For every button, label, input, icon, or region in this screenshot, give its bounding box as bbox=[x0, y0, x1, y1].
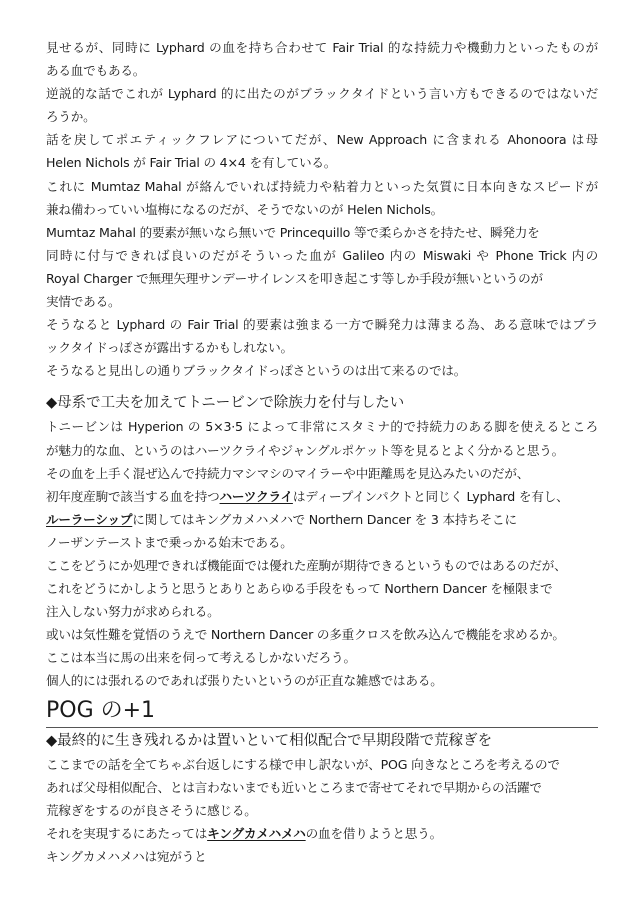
text-line: ろうか。 bbox=[46, 109, 96, 125]
paragraph-blacktide bbox=[46, 36, 598, 382]
text-line: 話を戻してポエティックフレアについてだが、New Approach に含まれる Ahonoora は母 bbox=[46, 132, 598, 148]
text-line: Helen Nichols が Fair Trial の 4×4 を有している。 bbox=[46, 155, 337, 171]
text-line: ックタイドっぽさが露出するかもしれない。 bbox=[46, 340, 293, 356]
text-line: 荒稼ぎをするのが良さそうに感じる。 bbox=[46, 802, 257, 818]
text-line: が魅力的な血、というのはハーツクライやジャングルポケット等を見るとよく分かると思う。 bbox=[46, 442, 565, 458]
text-line: 個人的には張れるのであれば張りたいというのが正直な雑感ではある。 bbox=[46, 673, 443, 689]
emphasis-rulership: ルーラーシップ bbox=[46, 511, 133, 527]
text-line: ある血でもある。 bbox=[46, 63, 146, 79]
text-line: 同時に付与できれば良いのだがそういった血が Galileo 内の Miswaki や Phone Trick 内の bbox=[46, 247, 598, 263]
text-line: キングカメハメハは宛がうと bbox=[46, 848, 207, 864]
paragraph-pog bbox=[46, 753, 598, 868]
subheading-similar-mating: ◆最終的に生き残れるかは置いといて相似配合で早期段階で荒稼ぎを bbox=[46, 732, 493, 749]
section-title-pog: POG の+1 bbox=[46, 697, 156, 723]
text-line: 見せるが、同時に Lyphard の血を持ち合わせて Fair Trial 的な持続力や機動力といったものが bbox=[46, 40, 598, 55]
text-line bbox=[46, 822, 598, 845]
section-divider bbox=[46, 727, 598, 728]
emphasis-king-kamehameha: キングカメハメハ bbox=[207, 825, 306, 841]
spacer bbox=[46, 382, 598, 391]
text-line: 実情である。 bbox=[46, 294, 121, 310]
text-line: Mumtaz Mahal 的要素が無いなら無いで Princequillo 等で柔らかさを持たせ、瞬発力を bbox=[46, 224, 540, 240]
emphasis-hearts-cry: ハーツクライ bbox=[219, 488, 293, 504]
text-line: 注入しない努力が求められる。 bbox=[46, 604, 220, 620]
text-run: に関してはキングカメハメハで Northern Dancer を 3 本持ちそこに bbox=[132, 511, 517, 527]
text-line: トニービンは Hyperion の 5×3·5 によって非常にスタミナ的で持続力のある脚を使えるところ bbox=[46, 419, 598, 435]
text-line: そうなると Lyphard の Fair Trial 的要素は強まる一方で瞬発力は薄まる為、ある意味ではブラ bbox=[46, 317, 598, 333]
text-line: Royal Charger で無理矢理サンデーサイレンスを叩き起こす等しか手段が無いというのが bbox=[46, 270, 543, 286]
text-line: ノーザンテーストまで乗っかる始末である。 bbox=[46, 534, 293, 550]
text-line: 或いは気性難を覚悟のうえで Northern Dancer の多重クロスを飲み込んで機能を求めるか。 bbox=[46, 627, 565, 643]
text-line bbox=[46, 485, 598, 508]
text-run: の血を借りようと思う。 bbox=[305, 825, 442, 841]
text-line: あれば父母相似配合、とは言わないまでも近いところまで寄せてそれで早期からの活躍で bbox=[46, 779, 542, 795]
paragraph-tonybin bbox=[46, 415, 598, 692]
text-line: 兼ね備わっていい塩梅になるのだが、そうでないのが Helen Nichols。 bbox=[46, 201, 443, 217]
document-page bbox=[46, 36, 598, 868]
text-line: ここは本当に馬の出来を伺って考えるしかないだろう。 bbox=[46, 650, 356, 666]
text-run: それを実現するにあたっては bbox=[46, 825, 208, 841]
text-run: 初年度産駒で該当する血を持つ bbox=[46, 488, 220, 504]
text-line: これに Mumtaz Mahal が絡んでいれば持続力や粘着力といった気質に日本向きなスピードが bbox=[46, 178, 598, 194]
text-line: これをどうにかしようと思うとありとあらゆる手段をもって Northern Dancer を極限まで bbox=[46, 581, 553, 597]
text-line: ここをどうにか処理できれば機能面では優れた産駒が期待できるというものではあるのだが、 bbox=[46, 557, 567, 573]
text-line bbox=[46, 508, 598, 531]
text-run: はディープインパクトと同じく Lyphard を有し、 bbox=[292, 488, 569, 504]
text-line: その血を上手く混ぜ込んで持続力マシマシのマイラーや中距離馬を見込みたいのだが、 bbox=[46, 465, 530, 481]
text-line: 逆説的な話でこれが Lyphard 的に出たのがブラックタイドという言い方もできるのではないだ bbox=[46, 86, 598, 102]
subheading-tonybin: ◆母系で工夫を加えてトニービンで除族力を付与したい bbox=[46, 395, 405, 412]
text-line: ここまでの話を全てちゃぶ台返しにする様で申し訳ないが、POG 向きなところを考えるので bbox=[46, 756, 560, 772]
text-line: そうなると見出しの通りブラックタイドっぽさというのは出て来るのでは。 bbox=[46, 363, 467, 379]
